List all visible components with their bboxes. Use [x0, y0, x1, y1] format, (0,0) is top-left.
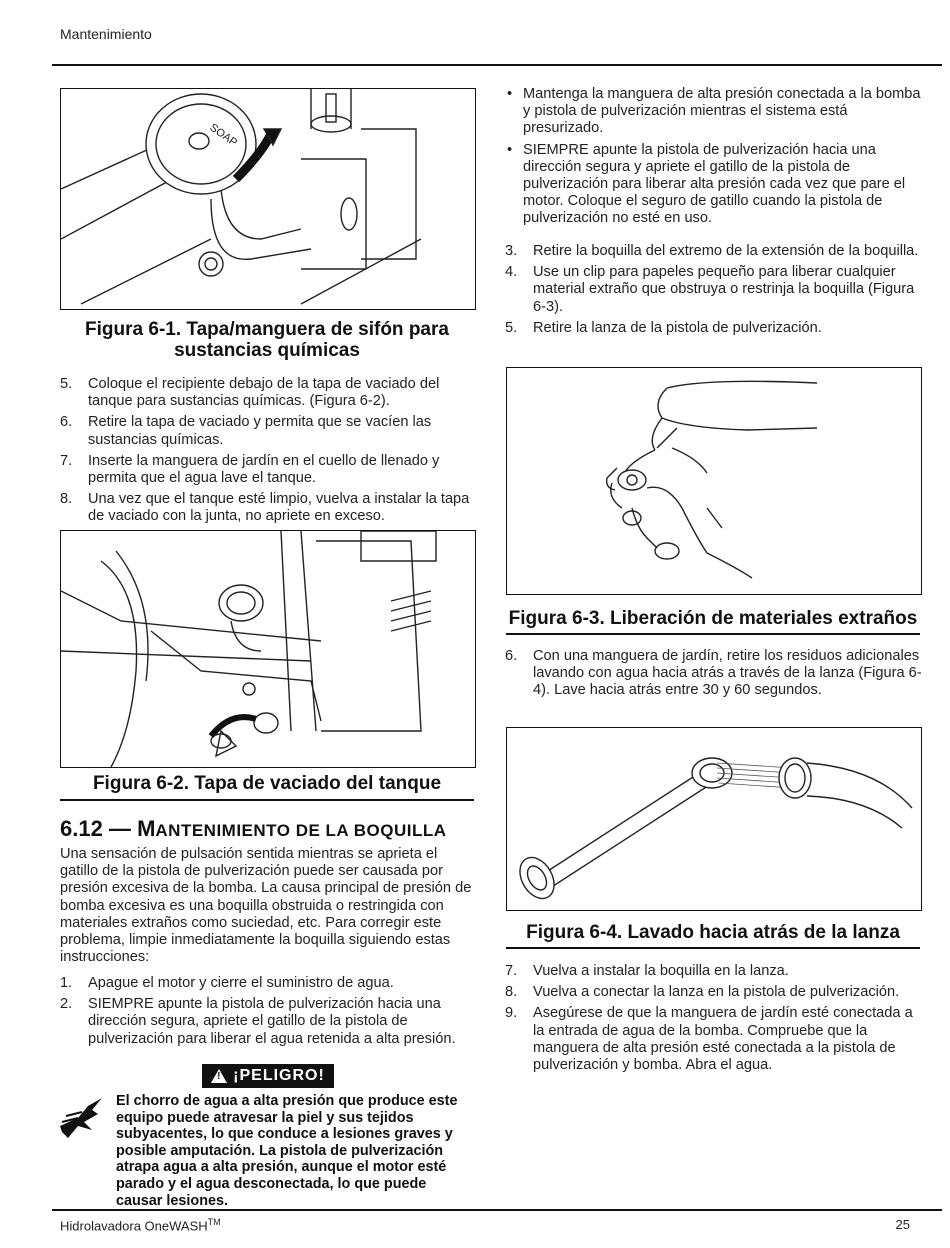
list-item — [505, 963, 923, 980]
list-item-number: 5. — [60, 376, 73, 392]
list-item — [60, 975, 476, 992]
safety-bullets — [505, 86, 923, 232]
section-title — [60, 816, 447, 842]
list-item-number: 9. — [505, 1005, 518, 1022]
list-item-text: Vuelva a conectar la lanza en la pistola de pulverización. — [533, 984, 900, 1001]
list-item — [60, 414, 474, 448]
list-item-number: 5. — [505, 319, 518, 336]
list-item-number: • — [507, 86, 513, 102]
tank-drain-steps — [60, 376, 474, 530]
list-item — [60, 376, 474, 410]
list-item-text: Con una manguera de jardín, retire los residuos adicionales lavando con agua hacia atrás a través de la lanza (Figura 6-4). Lave hacia atrás entre 30 y 60 segundos. — [533, 648, 922, 699]
figure-6-1-illustration — [60, 88, 476, 310]
list-item-number: 3. — [505, 243, 518, 259]
list-item-text: Vuelva a instalar la boquilla en la lanza. — [533, 963, 789, 979]
list-item-number: 8. — [60, 491, 73, 508]
list-item-number: 4. — [505, 264, 518, 281]
figure-6-3-caption-rule — [506, 633, 920, 635]
danger-label: ¡PELIGRO! — [233, 1067, 325, 1084]
list-item-text: Retire la tapa de vaciado y permita que se vacíen las sustancias químicas. — [88, 414, 432, 448]
list-item-number: 2. — [60, 996, 73, 1013]
figure-6-3-caption: Figura 6-3. Liberación de materiales extraños — [508, 608, 918, 629]
list-item-text: Mantenga la manguera de alta presión conectada a la bomba y pistola de pulverización mientras el sistema está presurizado. — [523, 86, 921, 137]
section-intro: Una sensación de pulsación sentida mientras se aprieta el gatillo de la pistola de pulverización puede ser causada por presión excesiva de la bomba. La causa principal de presión de bomba excesiva es una boquilla obstruida o restringida con materiales extraños como suciedad, etc. Para corregir este problema, limpie inmediatamente la boquilla siguiendo estas instrucciones: — [60, 846, 472, 966]
list-item — [505, 243, 923, 260]
footer-product — [60, 1217, 221, 1233]
list-item — [60, 996, 476, 1048]
list-item-number: 6. — [60, 414, 73, 431]
list-item-text: Inserte la manguera de jardín en el cuello de llenado y permita que el agua lave el tanque. — [88, 452, 440, 487]
figure-6-2-caption: Figura 6-2. Tapa de vaciado del tanque — [92, 773, 442, 794]
list-item — [505, 142, 923, 228]
list-item — [505, 264, 923, 316]
soap-label: SOAP — [207, 121, 240, 149]
section-title-rest: ANTENIMIENTO DE LA BOQUILLA — [155, 821, 447, 840]
figure-6-2-illustration — [60, 530, 476, 768]
high-pressure-spray-icon — [58, 1096, 108, 1146]
running-header: Mantenimiento — [60, 26, 152, 42]
footer-rule — [52, 1209, 942, 1211]
list-item — [505, 86, 923, 138]
list-item-number: 7. — [60, 452, 73, 469]
list-item — [505, 984, 923, 1001]
list-item-number: 1. — [60, 975, 73, 991]
list-item — [505, 320, 923, 337]
list-item-text: SIEMPRE apunte la pistola de pulverización hacia una dirección segura, apriete el gatillo de la pistola de pulverización para liberar el agua retenida a alta presión. — [88, 996, 456, 1047]
figure-6-1-caption-line1: Figura 6-1. Tapa/manguera de sifón para — [85, 319, 449, 340]
figure-6-4-caption: Figura 6-4. Lavado hacia atrás de la lanza — [526, 922, 900, 943]
nozzle-steps-1-2 — [60, 975, 476, 1052]
list-item-text: SIEMPRE apunte la pistola de pulverización hacia una dirección segura y apriete el gatillo de la pistola de pulverización para liberar alta presión cada vez que pare el motor. Coloque el seguro de gatillo cuando la pistola de pulverización no esté en uso. — [523, 141, 906, 227]
list-item-text: Apague el motor y cierre el suministro de agua. — [88, 975, 394, 991]
list-item — [505, 648, 923, 700]
list-item-text: Coloque el recipiente debajo de la tapa de vaciado del tanque para sustancias químicas. (Figura 6-2). — [88, 376, 440, 410]
list-item-text: Asegúrese de que la manguera de jardín esté conectada a la entrada de agua de la bomba. Compruebe que la manguera de alta presión esté conectada a la pistola de pulverización y bomba. Abra el agua. — [533, 1005, 913, 1074]
list-item-text: Use un clip para papeles pequeño para liberar cualquier material extraño que obstruya o restrinja la boquilla (Figura 6-3). — [533, 264, 915, 315]
list-item-text: Una vez que el tanque esté limpio, vuelva a instalar la tapa de vaciado con la junta, no apriete en exceso. — [88, 491, 470, 525]
list-item-number: 6. — [505, 648, 518, 664]
list-item-number: • — [507, 141, 513, 158]
footer-product-name: Hidrolavadora OneWASH — [60, 1218, 208, 1234]
warning-triangle-icon: ! — [211, 1069, 227, 1083]
reassembly-steps — [505, 963, 923, 1078]
figure-6-1-caption — [60, 319, 474, 361]
footer-trademark: TM — [207, 1217, 221, 1227]
list-item-number: 7. — [505, 963, 518, 979]
nozzle-steps-3-5 — [505, 243, 923, 341]
figure-6-4-caption-rule — [506, 947, 920, 949]
list-item-text: Retire la lanza de la pistola de pulverización. — [533, 319, 822, 336]
list-item — [60, 453, 474, 487]
section-title-initial: M — [137, 816, 156, 841]
danger-text: El chorro de agua a alta presión que produce este equipo puede atravesar la piel y sus tejidos subyacentes, lo que conduce a lesiones graves y posible amputación. La pistola de pulverización atrapa agua a alta presión, aunque el motor esté parado y el agua desconectada, lo que puede causar lesiones. — [116, 1093, 458, 1209]
figure-6-1-caption-line2: sustancias químicas — [174, 340, 360, 361]
list-item-text: Retire la boquilla del extremo de la extensión de la boquilla. — [533, 243, 919, 259]
figure-6-4-illustration — [506, 727, 922, 911]
list-item-number: 8. — [505, 984, 518, 1001]
danger-badge — [202, 1064, 334, 1088]
figure-6-3-illustration — [506, 367, 922, 595]
figure-6-2-caption-rule — [60, 799, 474, 801]
backflush-step — [505, 648, 923, 704]
list-item — [60, 491, 474, 525]
page-number: 25 — [895, 1217, 910, 1232]
section-number: 6.12 — — [60, 816, 131, 841]
list-item — [505, 1005, 923, 1074]
header-rule — [52, 64, 942, 66]
